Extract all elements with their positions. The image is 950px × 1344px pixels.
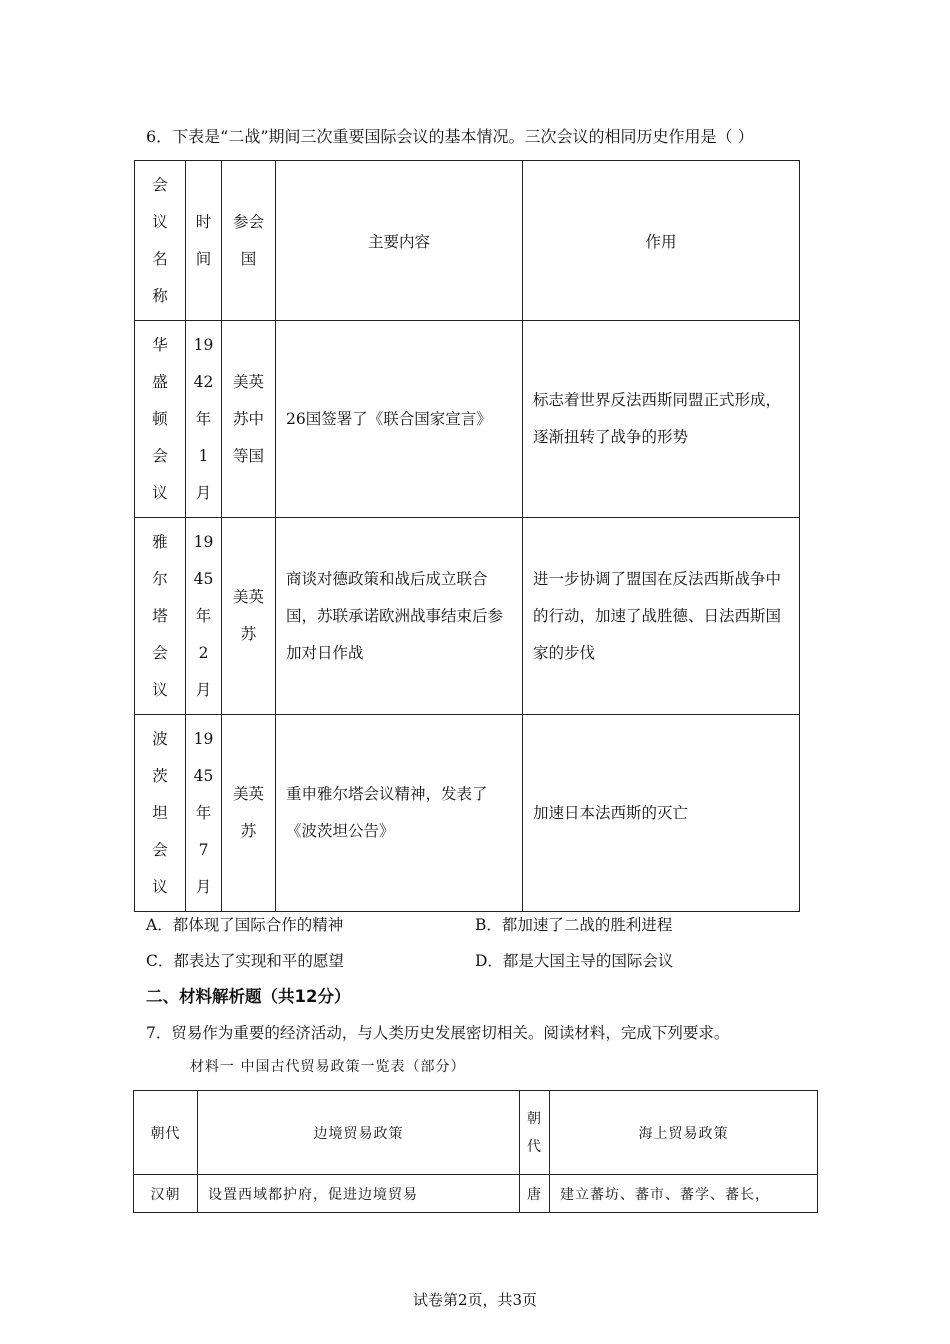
conference-content: 商谈对德政策和战后成立联合国，苏联承诺欧洲战事结束后参加对日作战 bbox=[276, 518, 523, 715]
header-dynasty: 朝代 bbox=[134, 1091, 198, 1175]
option-c[interactable]: C．都表达了实现和平的愿望 bbox=[146, 952, 344, 970]
conference-name: 华 盛 顿 会 议 bbox=[135, 321, 186, 518]
header-content: 主要内容 bbox=[276, 161, 523, 321]
trade-policy-table bbox=[133, 1090, 818, 1213]
section-title: 二、材料解析题（共12分） bbox=[146, 987, 351, 1006]
option-b[interactable]: B．都加速了二战的胜利进程 bbox=[475, 916, 673, 934]
table-header-row bbox=[135, 161, 800, 321]
header-time: 时 间 bbox=[186, 161, 222, 321]
conference-effect: 标志着世界反法西斯同盟正式形成，逐渐扭转了战争的形势 bbox=[523, 321, 800, 518]
header-sea-trade: 海上贸易政策 bbox=[550, 1091, 818, 1175]
conference-participants: 美英 苏 bbox=[222, 518, 276, 715]
conference-time: 19 45 年 7 月 bbox=[186, 715, 222, 912]
option-d[interactable]: D．都是大国主导的国际会议 bbox=[475, 952, 674, 970]
question-7-stem: 7．贸易作为重要的经济活动，与人类历史发展密切相关。阅读材料，完成下列要求。 bbox=[146, 1024, 730, 1042]
row-border-trade: 设置西域都护府，促进边境贸易 bbox=[198, 1175, 520, 1213]
header-participants: 参会 国 bbox=[222, 161, 276, 321]
row-sea-trade: 建立蕃坊、蕃市、蕃学、蕃长， bbox=[550, 1175, 818, 1213]
conference-content: 26国签署了《联合国家宣言》 bbox=[276, 321, 523, 518]
conference-name: 雅 尔 塔 会 议 bbox=[135, 518, 186, 715]
conference-time: 19 42 年 1 月 bbox=[186, 321, 222, 518]
conference-participants: 美英 苏中 等国 bbox=[222, 321, 276, 518]
table-header-row bbox=[134, 1091, 818, 1175]
header-effect: 作用 bbox=[523, 161, 800, 321]
table-row bbox=[135, 321, 800, 518]
header-name: 会 议 名 称 bbox=[135, 161, 186, 321]
conference-time: 19 45 年 2 月 bbox=[186, 518, 222, 715]
header-dynasty-2: 朝 代 bbox=[520, 1091, 550, 1175]
conference-effect: 进一步协调了盟国在反法西斯战争中的行动，加速了战胜德、日法西斯国家的步伐 bbox=[523, 518, 800, 715]
row-dynasty-2: 唐 bbox=[520, 1175, 550, 1213]
conference-effect: 加速日本法西斯的灭亡 bbox=[523, 715, 800, 912]
conference-table bbox=[134, 160, 800, 912]
conference-content: 重申雅尔塔会议精神，发表了《波茨坦公告》 bbox=[276, 715, 523, 912]
row-dynasty: 汉朝 bbox=[134, 1175, 198, 1213]
conference-name: 波 茨 坦 会 议 bbox=[135, 715, 186, 912]
question-6-stem: 6．下表是“二战”期间三次重要国际会议的基本情况。三次会议的相同历史作用是（ ） bbox=[146, 127, 754, 146]
table-row bbox=[134, 1175, 818, 1213]
header-border-trade: 边境贸易政策 bbox=[198, 1091, 520, 1175]
table-row bbox=[135, 715, 800, 912]
table-row bbox=[135, 518, 800, 715]
material-caption: 材料一 中国古代贸易政策一览表（部分） bbox=[190, 1059, 466, 1075]
conference-participants: 美英 苏 bbox=[222, 715, 276, 912]
option-a[interactable]: A．都体现了国际合作的精神 bbox=[146, 916, 344, 934]
page-footer: 试卷第2页，共3页 bbox=[412, 1291, 538, 1309]
